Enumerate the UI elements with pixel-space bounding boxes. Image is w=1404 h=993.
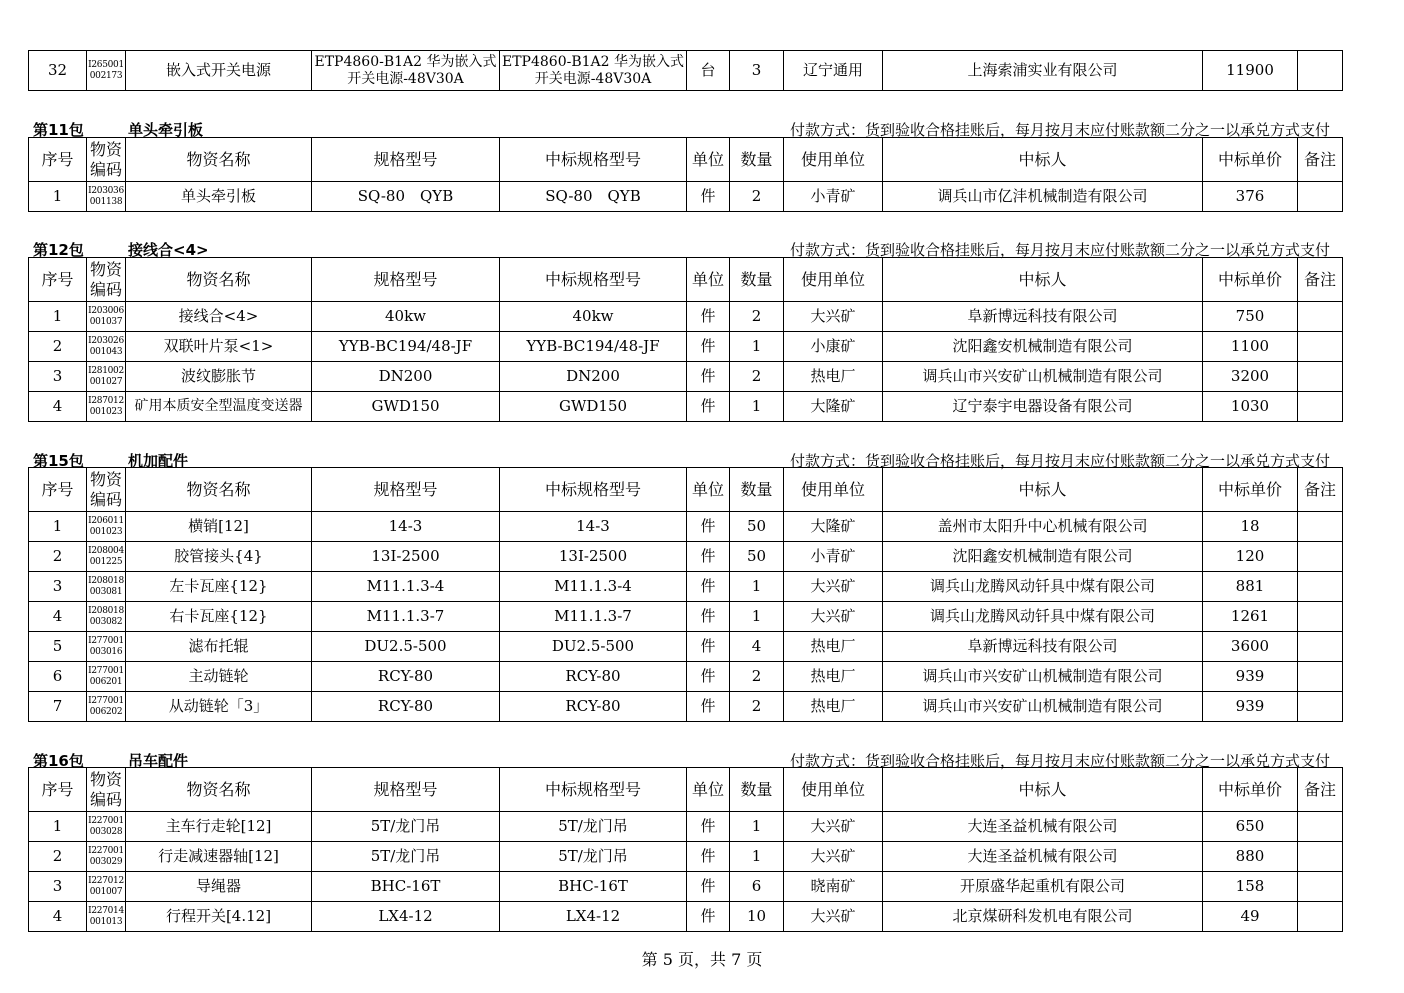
cell-price: 11900 [1203, 51, 1298, 91]
header-seq: 序号 [29, 468, 87, 512]
header-unit: 单位 [687, 258, 730, 302]
cell-user: 大隆矿 [784, 512, 883, 542]
cell-seq: 6 [29, 662, 87, 692]
package-name: 机加配件 [128, 452, 189, 470]
package-table [28, 767, 1343, 932]
package-name: 吊车配件 [128, 752, 189, 770]
header-code: 物资编码 [87, 138, 126, 182]
header-price: 中标单价 [1203, 768, 1298, 812]
header-winner: 中标人 [883, 258, 1203, 302]
cell-remark [1298, 51, 1343, 91]
cell-qty: 2 [730, 302, 784, 332]
header-unit: 单位 [687, 768, 730, 812]
cell-bid-spec: ETP4860-B1A2 华为嵌入式开关电源-48V30A [500, 51, 687, 91]
header-price: 中标单价 [1203, 258, 1298, 302]
cell-bid-spec: BHC-16T [500, 872, 687, 902]
cell-code: I203006 001037 [87, 302, 126, 332]
header-remark: 备注 [1298, 768, 1343, 812]
cell-spec: BHC-16T [312, 872, 500, 902]
cell-remark [1298, 572, 1343, 602]
cell-remark [1298, 872, 1343, 902]
cell-user: 大兴矿 [784, 902, 883, 932]
cell-bid-spec: M11.1.3-4 [500, 572, 687, 602]
cell-name: 单头牵引板 [126, 182, 312, 212]
cell-remark [1298, 662, 1343, 692]
cell-code: I208018 003081 [87, 572, 126, 602]
cell-seq: 5 [29, 632, 87, 662]
table-row [29, 572, 1343, 602]
header-user: 使用单位 [784, 138, 883, 182]
header-spec: 规格型号 [312, 768, 500, 812]
cell-user: 辽宁通用 [784, 51, 883, 91]
cell-code: I227014 001013 [87, 902, 126, 932]
cell-winner: 阜新博远科技有限公司 [883, 302, 1203, 332]
cell-bid-spec: YYB-BC194/48-JF [500, 332, 687, 362]
cell-seq: 3 [29, 362, 87, 392]
cell-name: 右卡瓦座{12} [126, 602, 312, 632]
cell-user: 热电厂 [784, 692, 883, 722]
cell-winner: 调兵山市亿沣机械制造有限公司 [883, 182, 1203, 212]
cell-remark [1298, 692, 1343, 722]
cell-seq: 1 [29, 512, 87, 542]
cell-user: 小青矿 [784, 542, 883, 572]
cell-spec: 5T/龙门吊 [312, 812, 500, 842]
cell-user: 热电厂 [784, 662, 883, 692]
cell-bid-spec: 40kw [500, 302, 687, 332]
header-bid-spec: 中标规格型号 [500, 258, 687, 302]
header-user: 使用单位 [784, 468, 883, 512]
cell-qty: 6 [730, 872, 784, 902]
header-name: 物资名称 [126, 768, 312, 812]
cell-seq: 2 [29, 842, 87, 872]
cell-remark [1298, 512, 1343, 542]
cell-price: 18 [1203, 512, 1298, 542]
cell-qty: 4 [730, 632, 784, 662]
cell-unit: 件 [687, 362, 730, 392]
table-row [29, 812, 1343, 842]
cell-spec: LX4-12 [312, 902, 500, 932]
cell-name: 横销[12] [126, 512, 312, 542]
table-row [29, 842, 1343, 872]
cell-name: 主动链轮 [126, 662, 312, 692]
cell-unit: 件 [687, 302, 730, 332]
cell-price: 750 [1203, 302, 1298, 332]
cell-seq: 3 [29, 572, 87, 602]
table-row [29, 302, 1343, 332]
cell-unit: 件 [687, 542, 730, 572]
cell-spec: M11.1.3-7 [312, 602, 500, 632]
cell-winner: 开原盛华起重机有限公司 [883, 872, 1203, 902]
cell-bid-spec: 5T/龙门吊 [500, 842, 687, 872]
header-spec: 规格型号 [312, 138, 500, 182]
header-name: 物资名称 [126, 468, 312, 512]
header-qty: 数量 [730, 258, 784, 302]
header-code: 物资编码 [87, 468, 126, 512]
cell-winner: 沈阳鑫安机械制造有限公司 [883, 542, 1203, 572]
cell-qty: 2 [730, 182, 784, 212]
header-seq: 序号 [29, 768, 87, 812]
cell-unit: 件 [687, 392, 730, 422]
cell-name: 左卡瓦座{12} [126, 572, 312, 602]
cell-spec: 5T/龙门吊 [312, 842, 500, 872]
cell-qty: 3 [730, 51, 784, 91]
cell-bid-spec: M11.1.3-7 [500, 602, 687, 632]
cell-winner: 阜新博远科技有限公司 [883, 632, 1203, 662]
table-header-row [29, 258, 1343, 302]
header-price: 中标单价 [1203, 138, 1298, 182]
cell-winner: 上海索浦实业有限公司 [883, 51, 1203, 91]
cell-price: 1030 [1203, 392, 1298, 422]
header-name: 物资名称 [126, 258, 312, 302]
cell-spec: GWD150 [312, 392, 500, 422]
cell-seq: 4 [29, 602, 87, 632]
header-spec: 规格型号 [312, 468, 500, 512]
cell-seq: 2 [29, 542, 87, 572]
table-row [29, 692, 1343, 722]
table-header-row [29, 468, 1343, 512]
cell-unit: 件 [687, 812, 730, 842]
cell-qty: 1 [730, 812, 784, 842]
cell-price: 1100 [1203, 332, 1298, 362]
cell-user: 大兴矿 [784, 602, 883, 632]
cell-remark [1298, 332, 1343, 362]
table-row [29, 872, 1343, 902]
header-remark: 备注 [1298, 258, 1343, 302]
table-header-row [29, 768, 1343, 812]
cell-qty: 1 [730, 842, 784, 872]
cell-spec: RCY-80 [312, 662, 500, 692]
cell-seq: 32 [29, 51, 87, 91]
cell-price: 376 [1203, 182, 1298, 212]
table-row [29, 602, 1343, 632]
cell-code: I265001 002173 [87, 51, 126, 91]
cell-price: 650 [1203, 812, 1298, 842]
cell-bid-spec: SQ-80 QYB [500, 182, 687, 212]
cell-bid-spec: 5T/龙门吊 [500, 812, 687, 842]
table-row [29, 392, 1343, 422]
cell-unit: 件 [687, 602, 730, 632]
package-name: 接线合<4> [128, 241, 209, 259]
cell-user: 热电厂 [784, 362, 883, 392]
cell-price: 3200 [1203, 362, 1298, 392]
table-row [29, 332, 1343, 362]
cell-price: 881 [1203, 572, 1298, 602]
cell-price: 49 [1203, 902, 1298, 932]
payment-terms: 付款方式：货到验收合格挂账后，每月按月末应付账款额二分之一以承兑方式支付 [789, 752, 1330, 770]
cell-seq: 2 [29, 332, 87, 362]
cell-unit: 件 [687, 692, 730, 722]
cell-name: 嵌入式开关电源 [126, 51, 312, 91]
cell-remark [1298, 542, 1343, 572]
cell-spec: M11.1.3-4 [312, 572, 500, 602]
cell-remark [1298, 902, 1343, 932]
cell-price: 3600 [1203, 632, 1298, 662]
payment-terms: 付款方式：货到验收合格挂账后，每月按月末应付账款额二分之一以承兑方式支付 [789, 452, 1330, 470]
cell-seq: 4 [29, 392, 87, 422]
package-label: 第15包 [33, 452, 84, 470]
header-unit: 单位 [687, 468, 730, 512]
cell-user: 大兴矿 [784, 812, 883, 842]
cell-seq: 1 [29, 812, 87, 842]
cell-winner: 调兵山龙腾风动钎具中煤有限公司 [883, 602, 1203, 632]
cell-remark [1298, 182, 1343, 212]
table-header-row [29, 138, 1343, 182]
cell-code: I227001 003029 [87, 842, 126, 872]
header-qty: 数量 [730, 138, 784, 182]
top-row-table [28, 50, 1343, 91]
header-remark: 备注 [1298, 468, 1343, 512]
header-spec: 规格型号 [312, 258, 500, 302]
cell-bid-spec: DN200 [500, 362, 687, 392]
cell-winner: 辽宁泰宇电器设备有限公司 [883, 392, 1203, 422]
cell-qty: 1 [730, 602, 784, 632]
cell-unit: 件 [687, 902, 730, 932]
package-name: 单头牵引板 [128, 121, 204, 139]
cell-name: 胶管接头{4} [126, 542, 312, 572]
cell-price: 939 [1203, 692, 1298, 722]
header-name: 物资名称 [126, 138, 312, 182]
cell-name: 接线合<4> [126, 302, 312, 332]
header-user: 使用单位 [784, 258, 883, 302]
cell-price: 120 [1203, 542, 1298, 572]
cell-remark [1298, 842, 1343, 872]
cell-remark [1298, 602, 1343, 632]
cell-price: 880 [1203, 842, 1298, 872]
header-winner: 中标人 [883, 768, 1203, 812]
cell-user: 热电厂 [784, 632, 883, 662]
header-unit: 单位 [687, 138, 730, 182]
cell-qty: 2 [730, 362, 784, 392]
cell-name: 滤布托辊 [126, 632, 312, 662]
header-price: 中标单价 [1203, 468, 1298, 512]
cell-name: 从动链轮「3」 [126, 692, 312, 722]
cell-seq: 4 [29, 902, 87, 932]
package-label: 第12包 [33, 241, 84, 259]
cell-qty: 50 [730, 512, 784, 542]
cell-code: I208018 003082 [87, 602, 126, 632]
cell-winner: 调兵山市兴安矿山机械制造有限公司 [883, 662, 1203, 692]
cell-price: 1261 [1203, 602, 1298, 632]
cell-name: 波纹膨胀节 [126, 362, 312, 392]
cell-remark [1298, 812, 1343, 842]
header-remark: 备注 [1298, 138, 1343, 182]
cell-code: I227012 001007 [87, 872, 126, 902]
package-table [28, 137, 1343, 212]
cell-spec: 14-3 [312, 512, 500, 542]
cell-spec: YYB-BC194/48-JF [312, 332, 500, 362]
header-qty: 数量 [730, 468, 784, 512]
header-seq: 序号 [29, 138, 87, 182]
cell-code: I277001 003016 [87, 632, 126, 662]
cell-qty: 1 [730, 572, 784, 602]
header-user: 使用单位 [784, 768, 883, 812]
table-row [29, 362, 1343, 392]
package-label: 第11包 [33, 121, 84, 139]
cell-seq: 1 [29, 302, 87, 332]
cell-unit: 件 [687, 182, 730, 212]
cell-spec: SQ-80 QYB [312, 182, 500, 212]
cell-remark [1298, 302, 1343, 332]
cell-seq: 7 [29, 692, 87, 722]
header-code: 物资编码 [87, 258, 126, 302]
cell-user: 大隆矿 [784, 392, 883, 422]
header-bid-spec: 中标规格型号 [500, 768, 687, 812]
cell-code: I277001 006201 [87, 662, 126, 692]
cell-winner: 调兵山龙腾风动钎具中煤有限公司 [883, 572, 1203, 602]
table-row [29, 51, 1343, 91]
package-label: 第16包 [33, 752, 84, 770]
header-seq: 序号 [29, 258, 87, 302]
cell-spec: RCY-80 [312, 692, 500, 722]
cell-qty: 1 [730, 332, 784, 362]
cell-code: I281002 001027 [87, 362, 126, 392]
cell-code: I206011 001023 [87, 512, 126, 542]
cell-user: 晓南矿 [784, 872, 883, 902]
cell-code: I203036 001138 [87, 182, 126, 212]
cell-user: 小青矿 [784, 182, 883, 212]
cell-bid-spec: RCY-80 [500, 662, 687, 692]
cell-qty: 2 [730, 692, 784, 722]
cell-spec: 40kw [312, 302, 500, 332]
cell-code: I287012 001023 [87, 392, 126, 422]
header-winner: 中标人 [883, 468, 1203, 512]
cell-spec: DU2.5-500 [312, 632, 500, 662]
header-qty: 数量 [730, 768, 784, 812]
header-bid-spec: 中标规格型号 [500, 138, 687, 182]
cell-remark [1298, 362, 1343, 392]
package-table [28, 467, 1343, 722]
cell-winner: 北京煤研科发机电有限公司 [883, 902, 1203, 932]
cell-code: I208004 001225 [87, 542, 126, 572]
cell-name: 行程开关[4.12] [126, 902, 312, 932]
table-row [29, 542, 1343, 572]
cell-spec: ETP4860-B1A2 华为嵌入式开关电源-48V30A [312, 51, 500, 91]
cell-user: 大兴矿 [784, 842, 883, 872]
table-row [29, 512, 1343, 542]
cell-remark [1298, 632, 1343, 662]
cell-seq: 1 [29, 182, 87, 212]
cell-bid-spec: 13I-2500 [500, 542, 687, 572]
cell-winner: 沈阳鑫安机械制造有限公司 [883, 332, 1203, 362]
cell-seq: 3 [29, 872, 87, 902]
header-code: 物资编码 [87, 768, 126, 812]
cell-name: 行走减速器轴[12] [126, 842, 312, 872]
cell-name: 导绳器 [126, 872, 312, 902]
table-row [29, 902, 1343, 932]
payment-terms: 付款方式：货到验收合格挂账后，每月按月末应付账款额二分之一以承兑方式支付 [789, 121, 1330, 139]
cell-qty: 1 [730, 392, 784, 422]
cell-qty: 50 [730, 542, 784, 572]
cell-bid-spec: RCY-80 [500, 692, 687, 722]
cell-price: 939 [1203, 662, 1298, 692]
cell-winner: 大连圣益机械有限公司 [883, 812, 1203, 842]
table-row [29, 632, 1343, 662]
header-bid-spec: 中标规格型号 [500, 468, 687, 512]
cell-unit: 件 [687, 842, 730, 872]
header-winner: 中标人 [883, 138, 1203, 182]
cell-price: 158 [1203, 872, 1298, 902]
page-number: 第 5 页，共 7 页 [641, 950, 763, 969]
cell-spec: 13I-2500 [312, 542, 500, 572]
cell-qty: 2 [730, 662, 784, 692]
cell-unit: 件 [687, 512, 730, 542]
cell-unit: 台 [687, 51, 730, 91]
cell-bid-spec: LX4-12 [500, 902, 687, 932]
cell-name: 矿用本质安全型温度变送器 [126, 392, 312, 422]
cell-name: 主车行走轮[12] [126, 812, 312, 842]
cell-name: 双联叶片泵<1> [126, 332, 312, 362]
cell-user: 小康矿 [784, 332, 883, 362]
cell-unit: 件 [687, 572, 730, 602]
cell-winner: 调兵山市兴安矿山机械制造有限公司 [883, 362, 1203, 392]
cell-winner: 调兵山市兴安矿山机械制造有限公司 [883, 692, 1203, 722]
cell-user: 大兴矿 [784, 302, 883, 332]
payment-terms: 付款方式：货到验收合格挂账后，每月按月末应付账款额二分之一以承兑方式支付 [789, 241, 1330, 259]
cell-unit: 件 [687, 872, 730, 902]
cell-code: I277001 006202 [87, 692, 126, 722]
cell-unit: 件 [687, 632, 730, 662]
cell-code: I203026 001043 [87, 332, 126, 362]
cell-bid-spec: GWD150 [500, 392, 687, 422]
table-row [29, 662, 1343, 692]
cell-spec: DN200 [312, 362, 500, 392]
cell-winner: 盖州市太阳升中心机械有限公司 [883, 512, 1203, 542]
cell-user: 大兴矿 [784, 572, 883, 602]
cell-qty: 10 [730, 902, 784, 932]
cell-remark [1298, 392, 1343, 422]
cell-code: I227001 003028 [87, 812, 126, 842]
cell-bid-spec: DU2.5-500 [500, 632, 687, 662]
table-row [29, 182, 1343, 212]
cell-bid-spec: 14-3 [500, 512, 687, 542]
package-table [28, 257, 1343, 422]
cell-winner: 大连圣益机械有限公司 [883, 842, 1203, 872]
cell-unit: 件 [687, 662, 730, 692]
cell-unit: 件 [687, 332, 730, 362]
